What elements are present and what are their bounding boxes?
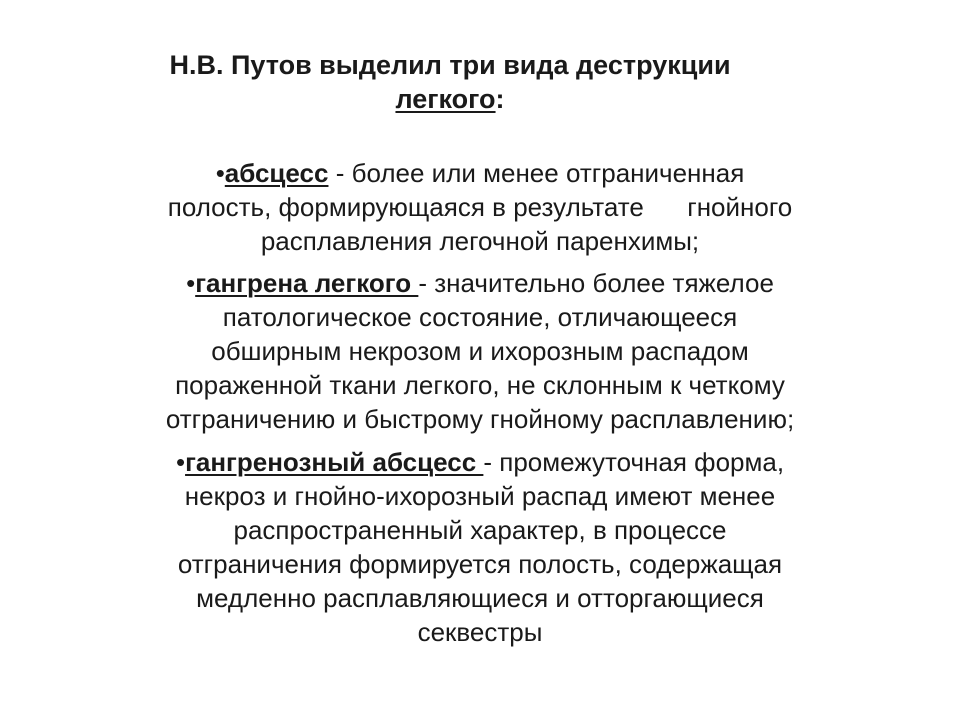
item-line: медленно расплавляющиеся и отторгающиеся bbox=[196, 583, 764, 613]
list-item-gangrenous-abscess bbox=[40, 445, 920, 649]
term-abscess: абсцесс bbox=[224, 158, 329, 188]
item-line: секвестры bbox=[417, 617, 543, 647]
title-underlined-word: легкого bbox=[395, 84, 496, 114]
item-line: отграничению и быстрому гнойному расплавлению; bbox=[165, 404, 795, 434]
list-item-abscess bbox=[40, 156, 920, 258]
item-first-line-text: - более или менее отграниченная bbox=[328, 158, 745, 188]
item-first-line bbox=[40, 266, 920, 300]
list-item-gangrene bbox=[40, 266, 920, 436]
slide-title bbox=[60, 48, 840, 116]
item-line: отграничения формируется полость, содержащая bbox=[177, 549, 783, 579]
bullet: • bbox=[215, 158, 225, 188]
bullet: • bbox=[175, 447, 186, 477]
bullet: • bbox=[186, 268, 196, 298]
term-gangrene: гангрена легкого bbox=[195, 268, 419, 298]
title-colon: : bbox=[495, 84, 505, 114]
item-line: расплавления легочной паренхимы; bbox=[260, 226, 700, 256]
title-line-1: Н.В. Путов выделил три вида деструкции bbox=[169, 50, 731, 80]
item-line: некроз и гнойно-ихорозный распад имеют менее bbox=[184, 481, 776, 511]
item-line: распространенный характер, в процессе bbox=[233, 515, 727, 545]
item-line: патологическое состояние, отличающееся bbox=[222, 302, 738, 332]
item-first-line-text: - значительно более тяжелое bbox=[418, 268, 774, 298]
item-first-line bbox=[40, 445, 920, 479]
term-gangrenous-abscess: гангренозный абсцесс bbox=[185, 447, 484, 477]
item-line: пораженной ткани легкого, не склонным к четкому bbox=[175, 370, 785, 400]
item-line: полость, формирующаяся в результате гнойного bbox=[167, 192, 793, 222]
item-first-line-text: - промежуточная форма, bbox=[483, 447, 785, 477]
item-line: обширным некрозом и ихорозным распадом bbox=[211, 336, 749, 366]
item-first-line bbox=[40, 156, 920, 190]
